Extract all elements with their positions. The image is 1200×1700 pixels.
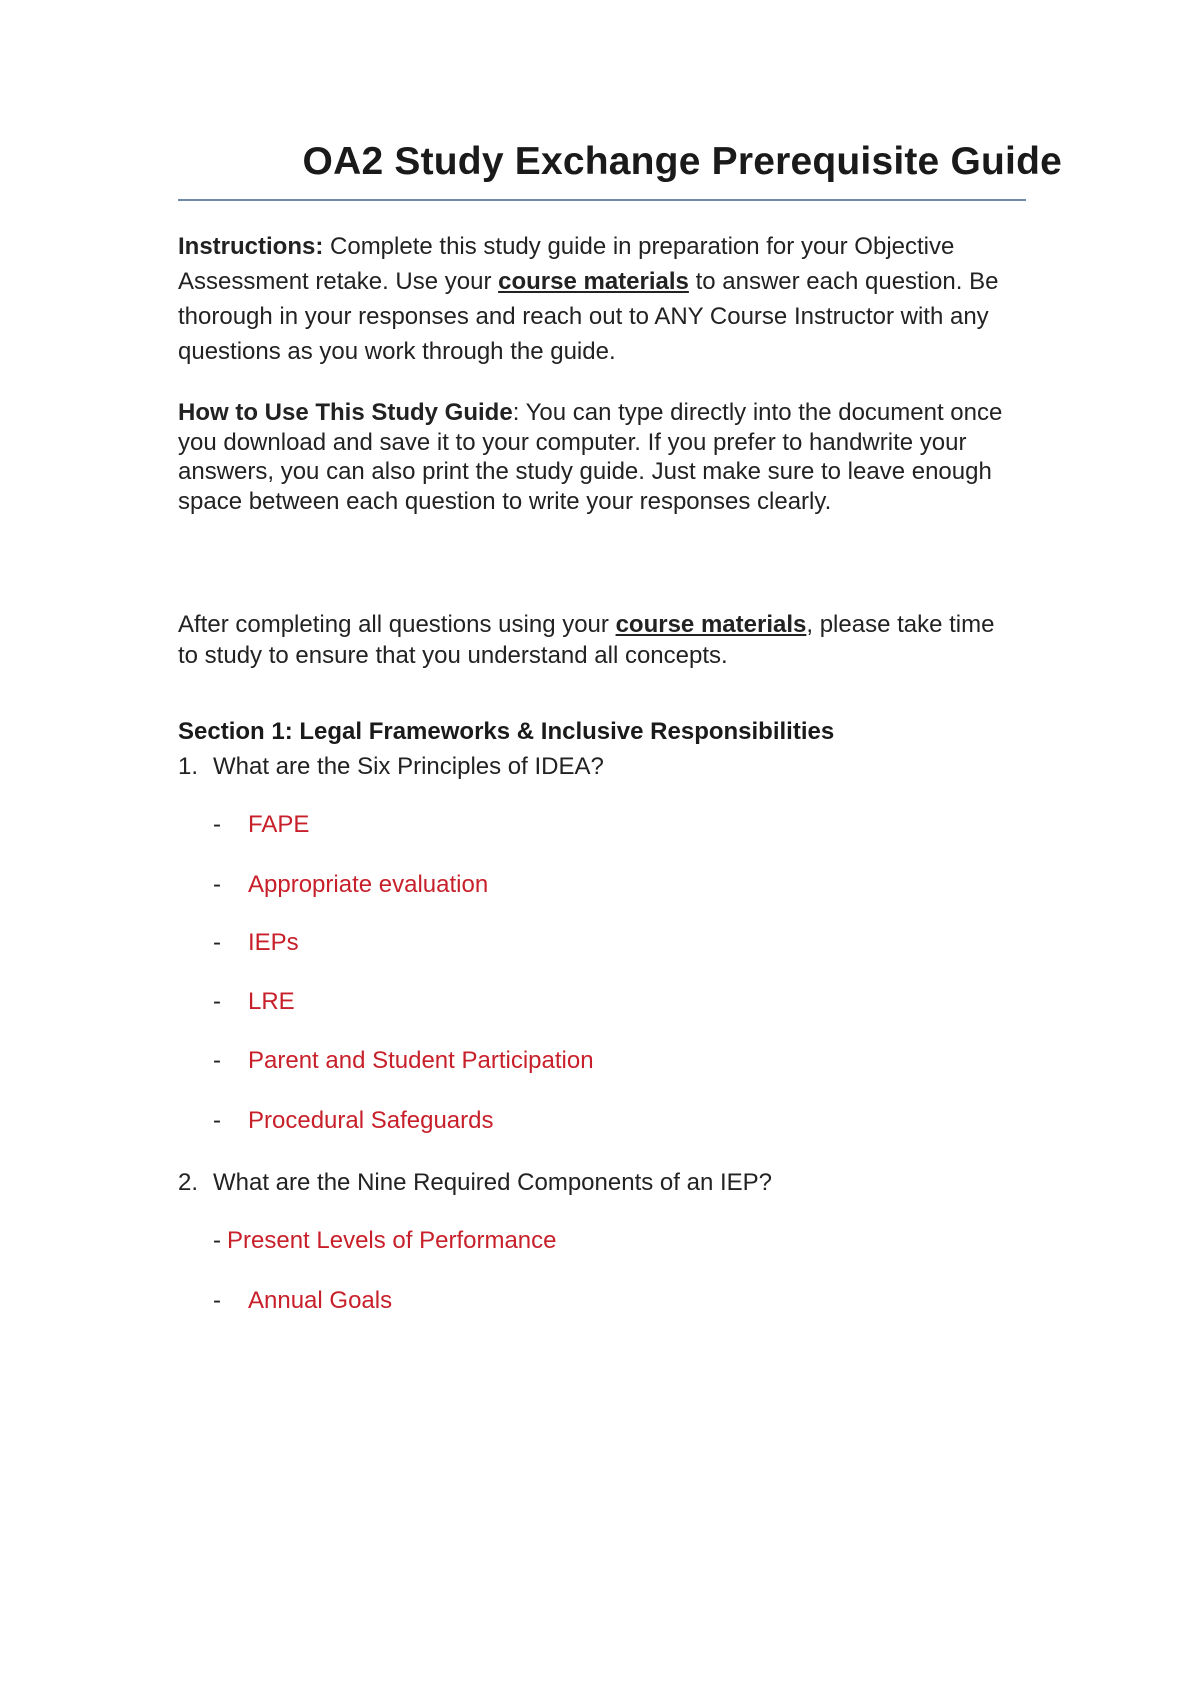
instructions-text-2: to answer each question. Be thorough in your responses and reach out to ANY Course Instructor with any questions as you work through the guide. bbox=[178, 268, 999, 365]
question-number: 2. bbox=[178, 1169, 199, 1196]
answer-item bbox=[213, 929, 299, 957]
answer-item bbox=[213, 1047, 594, 1075]
bullet-dash: - bbox=[213, 1047, 221, 1074]
answer-text: IEPs bbox=[248, 929, 299, 956]
after-text-2: , please take time to study to ensure that you understand all concepts. bbox=[178, 611, 995, 669]
answer-item bbox=[213, 1227, 557, 1255]
question-text: What are the Six Principles of IDEA? bbox=[213, 753, 604, 780]
answer-item bbox=[213, 1287, 392, 1315]
answer-text: FAPE bbox=[248, 811, 310, 838]
document-title: OA2 Study Exchange Prerequisite Guide bbox=[302, 140, 1062, 183]
after-text-1: After completing all questions using your bbox=[178, 611, 616, 638]
instructions-text-1: Complete this study guide in preparation for your Objective Assessment retake. Use your bbox=[178, 233, 955, 295]
how-to-text: : You can type directly into the document once you download and save it to your computer. If you prefer to handwrite your answers, you can also print the study guide. Just make sure to leave enough space between each question to write your responses clearly. bbox=[178, 399, 1003, 515]
bullet-dash: - bbox=[213, 929, 221, 956]
answer-item bbox=[213, 871, 488, 899]
title-divider bbox=[178, 199, 1026, 201]
question-text: What are the Nine Required Components of an IEP? bbox=[213, 1169, 772, 1196]
instructions-paragraph bbox=[178, 229, 1018, 369]
answer-item bbox=[213, 1107, 493, 1135]
question-number: 1. bbox=[178, 753, 199, 780]
section-1-heading: Section 1: Legal Frameworks & Inclusive Responsibilities bbox=[178, 718, 835, 745]
answer-text: Annual Goals bbox=[248, 1287, 393, 1314]
bullet-dash: - bbox=[213, 988, 221, 1015]
question-2 bbox=[178, 1169, 772, 1197]
answer-item bbox=[213, 811, 309, 839]
answer-text: Appropriate evaluation bbox=[248, 871, 489, 898]
bullet-dash: - bbox=[213, 1227, 221, 1254]
how-to-paragraph bbox=[178, 398, 1018, 516]
answer-item bbox=[213, 988, 295, 1016]
question-1 bbox=[178, 753, 604, 781]
how-to-label: How to Use This Study Guide bbox=[178, 399, 513, 426]
instructions-label: Instructions: bbox=[178, 233, 324, 260]
bullet-dash: - bbox=[213, 811, 221, 838]
bullet-dash: - bbox=[213, 1287, 221, 1314]
answer-text: Parent and Student Participation bbox=[248, 1047, 594, 1074]
answer-text: LRE bbox=[248, 988, 295, 1015]
answer-text: Procedural Safeguards bbox=[248, 1107, 494, 1134]
answer-text: Present Levels of Performance bbox=[227, 1227, 557, 1254]
bullet-dash: - bbox=[213, 1107, 221, 1134]
course-materials-link-2[interactable]: course materials bbox=[615, 611, 807, 638]
after-completing-paragraph bbox=[178, 609, 1018, 671]
bullet-dash: - bbox=[213, 871, 221, 898]
course-materials-link[interactable]: course materials bbox=[498, 268, 689, 295]
